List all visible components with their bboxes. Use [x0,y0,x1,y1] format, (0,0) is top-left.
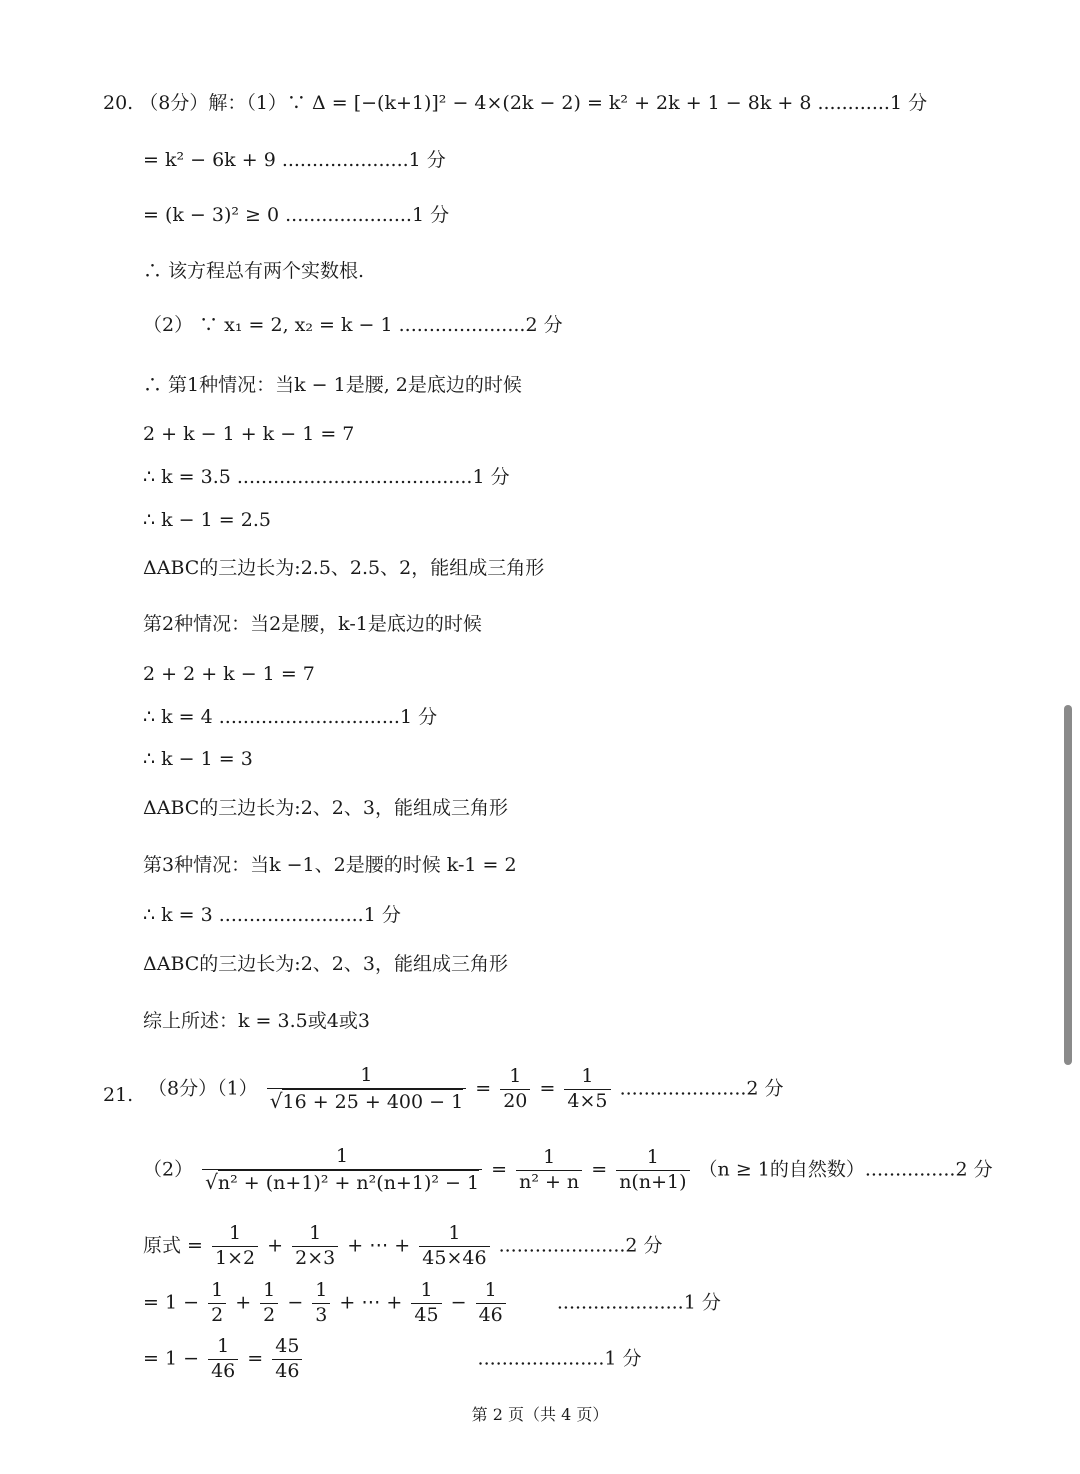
q21-p1-f3-den: 4×5 [567,1089,608,1112]
q21-s2-d-num: 1 [411,1279,441,1304]
q21-s1-term-2 [292,1222,338,1271]
q21-s2-e-num: 1 [476,1279,506,1304]
page-footer: 第 2 页（共 4 页） [471,1405,609,1424]
q20-line-3: ∴ 该方程总有两个实数根. [143,260,365,282]
q20-line-2: = (k − 3)² ≥ 0 .....................1 分 [143,204,450,226]
q21-sum-line-1 [143,1222,663,1271]
q21-p1-f2-den: 20 [503,1089,528,1112]
q21-p1-numerator: 1 [267,1064,466,1089]
q21-s3-b-den: 46 [275,1359,300,1382]
q20-line-1: = k² − 6k + 9 .....................1 分 [143,149,446,171]
q21-s2-op2: − [287,1291,304,1314]
q21-p2-f2-den: n² + n [519,1170,580,1193]
q21-s2-a-den: 2 [211,1303,224,1326]
q21-s2-frac-a [208,1279,226,1328]
q21-s1-t1-num: 1 [212,1222,258,1247]
q21-s2-score: .....................1 分 [556,1291,721,1314]
q20-line-4: （2） ∵ x₁ = 2, x₂ = k − 1 .....................2 分 [143,314,563,336]
q20-line-15: 第3种情况：当k −1、2是腰的时候 k-1 = 2 [143,854,517,876]
q21-s3-frac-b [272,1335,302,1384]
q21-s3-a-den: 46 [211,1359,236,1382]
q21-p1-label: （8分）（1） [148,1077,258,1100]
q21-p2-eq1: = [491,1158,508,1181]
q21-p2-label: （2） [143,1158,194,1181]
q21-s1-score: .....................2 分 [498,1234,663,1257]
q20-line-12: ∴ k = 4 ..............................1 分 [143,706,438,728]
q21-p2-f3-num: 1 [616,1146,689,1171]
q21-p2-fraction-3 [616,1146,689,1195]
q21-s1-ellipsis: + ⋯ + [347,1234,411,1257]
q21-s2-frac-b [260,1279,278,1328]
q21-s3-frac-a [208,1335,238,1384]
q21-p1-score: .....................2 分 [619,1077,784,1100]
q21-p2-note: （n ≥ 1的自然数）...............2 分 [698,1158,993,1181]
q21-s1-t2-num: 1 [292,1222,338,1247]
q21-p1-eq2: = [539,1077,556,1100]
q21-s1-t3-num: 1 [419,1222,489,1247]
q20-line-11: 2 + 2 + k − 1 = 7 [143,663,315,685]
q21-s2-c-den: 3 [315,1303,328,1326]
q21-s2-c-num: 1 [312,1279,330,1304]
q21-s3-b-num: 45 [272,1335,302,1360]
q20-line-6: 2 + k − 1 + k − 1 = 7 [143,423,355,445]
q21-p1-denominator: 16 + 25 + 400 − 1 [282,1090,464,1113]
q21-s2-b-num: 1 [260,1279,278,1304]
sqrt-icon: √ [205,1169,218,1194]
q20-line-18: 综上所述：k = 3.5或4或3 [143,1010,370,1032]
q21-s2-op4: − [450,1291,467,1314]
q21-s2-frac-e [476,1279,506,1328]
q21-p2-denominator: n² + (n+1)² + n²(n+1)² − 1 [217,1171,480,1194]
q21-sum-line-3 [143,1335,642,1384]
q21-s2-d-den: 45 [414,1303,439,1326]
q21-p1-fraction-3 [564,1065,610,1114]
q20-header: 20. （8分）解：（1）∵ Δ = [−(k+1)]² − 4×(2k − 2) = k² + 2k + 1 − 8k + 8 ............1 分 [103,92,928,114]
q20-line-16: ∴ k = 3 ........................1 分 [143,904,401,926]
q21-s2-op1: + [235,1291,252,1314]
q21-s1-t3-den: 45×46 [422,1246,487,1269]
q20-line-7: ∴ k = 3.5 .......................................1 分 [143,466,510,488]
q21-p1-fraction [267,1064,466,1115]
q21-p1-f2-num: 1 [500,1065,530,1090]
q21-p2-eq2: = [591,1158,608,1181]
q21-s1-term-3 [419,1222,489,1271]
q21-s1-term-1 [212,1222,258,1271]
q20-line-5: ∴ 第1种情况：当k − 1是腰, 2是底边的时候 [143,374,522,396]
sqrt-icon: √ [269,1088,283,1113]
q21-p2-numerator: 1 [202,1145,482,1170]
q21-sum-line-2 [143,1279,721,1328]
q20-line-9: ΔABC的三边长为:2.5、2.5、2，能组成三角形 [143,557,545,579]
q21-s3-a-num: 1 [208,1335,238,1360]
q21-s3-lead: = 1 − [143,1347,200,1370]
q21-s1-t1-den: 1×2 [215,1246,256,1269]
q21-p1-fraction-2 [500,1065,530,1114]
q21-number: 21. [103,1084,134,1106]
q20-line-14: ΔABC的三边长为:2、2、3，能组成三角形 [143,797,508,819]
q21-s2-frac-c [312,1279,330,1328]
q21-s1-lead: 原式 = [143,1234,203,1257]
q21-p2-fraction-2 [516,1146,582,1195]
q21-s3-score: .....................1 分 [477,1347,642,1370]
q21-s2-frac-d [411,1279,441,1328]
q21-s1-plus: + [267,1234,284,1257]
q21-p2-f3-den: n(n+1) [619,1170,687,1193]
q21-s2-op3: + ⋯ + [339,1291,403,1314]
q21-s2-b-den: 2 [263,1303,276,1326]
q21-part2 [143,1145,993,1196]
q21-s3-eq: = [247,1347,264,1370]
q20-line-17: ΔABC的三边长为:2、2、3，能组成三角形 [143,953,508,975]
q20-line-10: 第2种情况：当2是腰，k-1是底边的时候 [143,613,482,635]
q21-p2-fraction [202,1145,482,1196]
q21-p1-eq1: = [475,1077,492,1100]
q21-p2-f2-num: 1 [516,1146,582,1171]
q21-s2-a-num: 1 [208,1279,226,1304]
q21-s1-t2-den: 2×3 [295,1246,336,1269]
q20-line-13: ∴ k − 1 = 3 [143,748,253,770]
q21-s2-lead: = 1 − [143,1291,200,1314]
q21-s2-e-den: 46 [478,1303,503,1326]
q20-line-8: ∴ k − 1 = 2.5 [143,509,271,531]
q21-p1-f3-num: 1 [564,1065,610,1090]
scrollbar-thumb[interactable] [1064,705,1072,1065]
q21-part1 [148,1064,784,1115]
